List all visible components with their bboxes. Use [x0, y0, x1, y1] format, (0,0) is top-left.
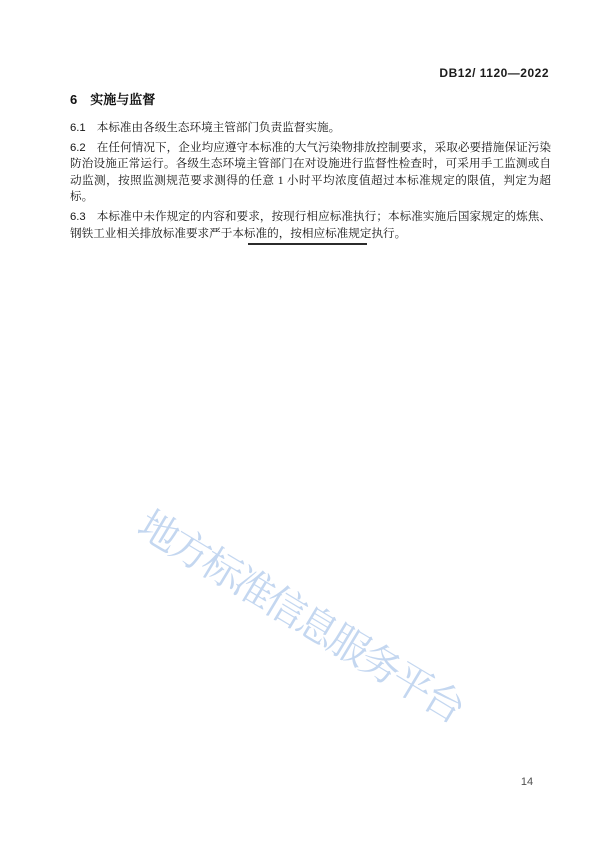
section-number: 6 — [70, 92, 78, 107]
watermark: 地方标准信息服务平台 — [130, 501, 471, 731]
clause-number: 6.1 — [70, 122, 86, 134]
section-title: 实施与监督 — [90, 92, 156, 107]
page-number: 14 — [520, 776, 534, 788]
clause-text: 本标准由各级生态环境主管部门负责监督实施。 — [96, 121, 341, 134]
end-of-document-rule — [248, 243, 367, 245]
clause-6-3 — [70, 209, 551, 242]
clause-6-2 — [70, 140, 551, 206]
clause-6-1 — [70, 120, 551, 137]
clause-number: 6.3 — [70, 210, 86, 223]
section-heading — [70, 89, 155, 108]
standard-number: DB12/ 1120—2022 — [439, 66, 549, 80]
clause-text: 本标准中未作规定的内容和要求，按现行相应标准执行；本标准实施后国家规定的炼焦、钢铁工业相关排放标准要求严于本标准的，按相应标准规定执行。 — [70, 209, 551, 240]
document-body — [70, 120, 551, 245]
clause-text: 在任何情况下，企业均应遵守本标准的大气污染物排放控制要求，采取必要措施保证污染防治设施正常运行。各级生态环境主管部门在对设施进行监督性检查时，可采用手工监测或自动监测，按照监测规范要求测得的任意 1 小时平均浓度值超过本标准规定的限值，判定为超标。 — [70, 140, 551, 204]
clause-number: 6.2 — [70, 141, 86, 154]
page-header — [70, 66, 549, 80]
